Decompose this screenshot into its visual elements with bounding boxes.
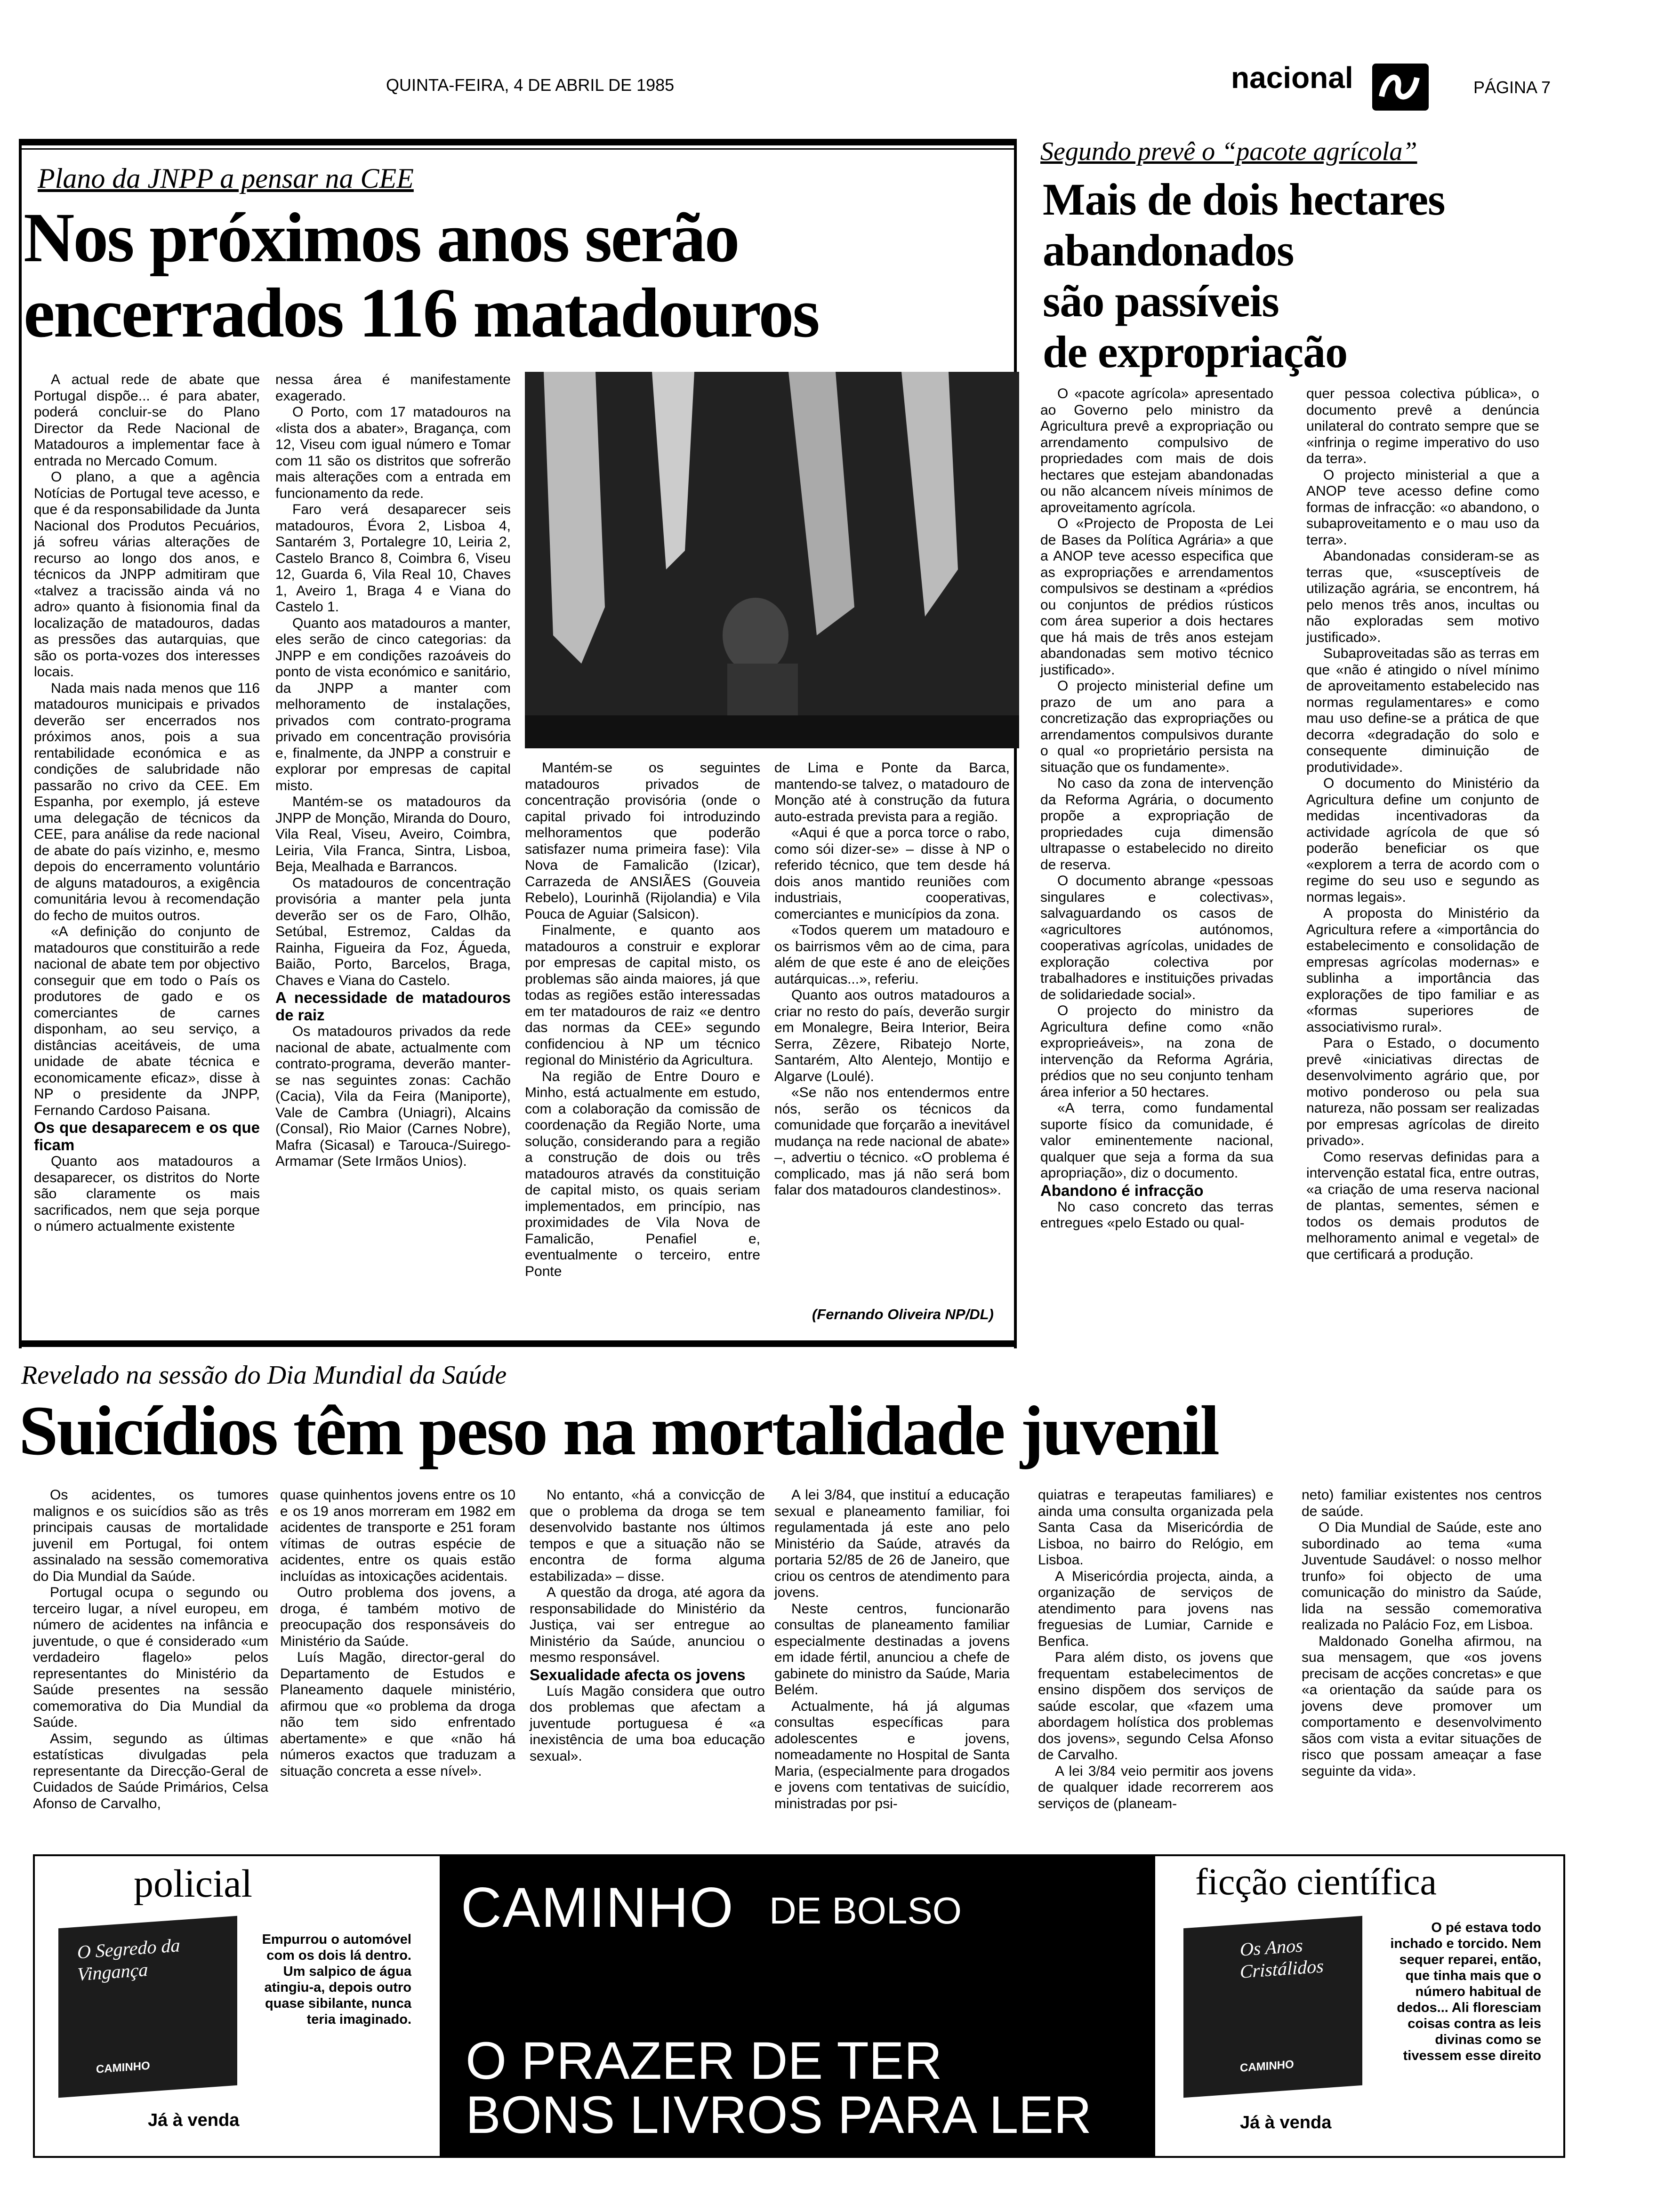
paragraph: Luís Magão, director-geral do Departamento de Estudos e Planeamento daquele ministério, afirmou que «o problema da droga não tem sido enfrentado abertamente» e que «não há números exactos que traduzam a situação concreta a esse nível». — [280, 1650, 515, 1779]
paragraph: Finalmente, e quanto aos matadouros a construir e explorar por empresas de capital misto, os problemas são ainda maiores, já que todas as regiões estão interessadas em ter matadouros de raiz «e dentro das normas da CEE» segundo confidenciou à NP um técnico regional do Ministério da Agricultura. — [525, 922, 760, 1068]
article3-column-4 — [774, 1487, 1010, 1812]
paragraph: Para o Estado, o documento prevê «iniciativas directas de desenvolvimento agrário que, por motivo ponderoso ou pela sua natureza, não possam ser realizadas por empresas agrícolas de direito privado». — [1306, 1035, 1539, 1148]
paragraph: O projecto ministerial a que a ANOP teve acesso define como formas de infracção: «o abandono, o subaproveitamento e o mau uso da terra». — [1306, 467, 1539, 548]
paragraph: A Misericórdia projecta, ainda, a organização de serviços de atendimento para jovens nas freguesias de Lumiar, Carnide e Benfica. — [1038, 1568, 1273, 1649]
article1-headline-line1: Nos próximos anos serão — [24, 199, 739, 277]
paragraph: Quanto aos matadouros a manter, eles serão de cinco categorias: da JNPP e em condições razoáveis do ponto de vista económico e sanitário, da JNPP a manter com melhoramento de instalações, privados com contrato-programa privado em concentração provisória e, finalmente, da JNPP a construir e explorar por empresas de capital misto. — [275, 615, 511, 793]
headline-line: são passíveis — [1043, 276, 1279, 326]
paragraph: Quanto aos outros matadouros a criar no resto do país, deverão surgir em Monalegre, Beira Interior, Beira Serra, Zêzere, Ribatejo Norte, Santarém, Alto Alentejo, Montijo e Algarve (Loulé). — [774, 987, 1010, 1084]
article1-left-rule — [19, 139, 22, 1348]
ad-slogan-line2: BONS LIVROS PARA LER — [466, 2085, 1092, 2144]
subheading: Abandono é infracção — [1040, 1181, 1204, 1199]
article1-column-3 — [525, 760, 760, 1280]
headline-line: abandonados — [1043, 225, 1294, 275]
subheading: A necessidade de matadouros de raiz — [275, 989, 511, 1024]
ad-right-cta: Já à venda — [1240, 2113, 1332, 2132]
paragraph: neto) familiar existentes nos centros de saúde. — [1302, 1487, 1542, 1519]
paragraph: A actual rede de abate que Portugal dispõe... é para abater, poderá concluir-se do Plano Director da Rede Nacional de Matadouros a implementar face à entrada no Mercado Comum. — [34, 372, 260, 469]
ad-center-panel — [440, 1856, 1155, 2156]
paragraph: Quanto aos matadouros a desaparecer, os distritos do Norte são claramente os mais sacrificados, nem que seja porque o número actualmente existente — [34, 1154, 260, 1234]
ad-left-cta: Já à venda — [148, 2110, 240, 2130]
paragraph: Como reservas definidas para a intervenção estatal fica, entre outras, «a criação de uma reserva nacional de plantas, sementes, sémen e todos os demais produtos de melhoramento animal e vegetal» de que certificará a produção. — [1306, 1149, 1539, 1262]
ad-slogan-line1: O PRAZER DE TER — [466, 2031, 942, 2090]
ad-right-book-cover — [1183, 1916, 1362, 2098]
article1-column-1 — [34, 372, 260, 1235]
article1-top-rule — [19, 139, 1017, 145]
paragraph: O documento abrange «pessoas singulares e colectivas», salvaguardando os casos de «agricultores autónomos, cooperativas agrícolas, unidades de exploração colectiva por trabalhadores e instituições privadas de solidariedade social». — [1040, 873, 1273, 1002]
headline-line: de expropriação — [1043, 327, 1348, 377]
paragraph: Nada mais nada menos que 116 matadouros municipais e privados deverão ser encerrados nos próximos anos, pois a sua rentabilidade económica e as condições de salubridade não passarão no crivo da CEE. Em Espanha, por exemplo, já esteve uma delegação de técnicos da CEE, para análise da rede nacional de abate do país vizinho, e, mesmo depois do encerramento voluntário de alguns matadouros, a exigência comunitária levou à recomendação do fecho de muitos outros. — [34, 680, 260, 923]
paragraph: No caso concreto das terras entregues «pelo Estado ou qual- — [1040, 1199, 1273, 1231]
subheading: Sexualidade afecta os jovens — [530, 1666, 746, 1683]
paragraph: O projecto do ministro da Agricultura define como «não exproprieáveis», na zona de intervenção da Reforma Agrária, prédios que no seu conjunto tenham área inferior a 50 hectares. — [1040, 1003, 1273, 1100]
paragraph: Actualmente, há já algumas consultas específicas para adolescentes e jovens, nomeadamente no Hospital de Santa Maria, (especialmente para drogados e jovens com tentativas de suicídio, ministradas por psi- — [774, 1698, 1010, 1811]
paragraph: Os matadouros privados da rede nacional de abate, actualmente com contrato-programa, deverão manter-se nas seguintes zonas: Cachão (Cacia), Vila da Feira (Maniporte), Vale de Cambra (Uniagri), Alcains (Consal), Rio Maior (Carnes Nobre), Mafra (Sicasal) e Tarouca-/Suirego-Armamar (Sete Irmãos Unios). — [275, 1024, 511, 1169]
article1-column-2 — [275, 372, 511, 1170]
article1-bottom-rule — [19, 1340, 1017, 1347]
paragraph: O projecto ministerial define um prazo de um ano para a concretização das expropriações ou arrendamentos compulsivos durante o qual «o proprietário persista na situação que os fundamente». — [1040, 678, 1273, 775]
paragraph: Os acidentes, os tumores malignos e os suicídios são as três principais causas de mortalidade juvenil em Portugal, foi ontem assinalado na sessão comemorativa do Dia Mundial da Saúde. — [33, 1487, 268, 1584]
ad-left-title: policial — [134, 1862, 252, 1906]
article1-photo — [525, 372, 1019, 748]
paragraph: A lei 3/84 veio permitir aos jovens de qualquer idade recorrerem aos serviços de (planeam- — [1038, 1763, 1273, 1811]
paragraph: Os matadouros de concentração provisória a manter pela junta deverão ser os de Faro, Olhão, Setúbal, Estremoz, Caldas da Rainha, Figueira da Foz, Águeda, Baião, Porto, Barcelos, Braga, Chaves e Viana do Castelo. — [275, 875, 511, 988]
paragraph: quer pessoa colectiva pública», o documento prevê a denúncia unilateral do contrato sempre que se «infrinja o regime imperativo do uso da terra». — [1306, 386, 1539, 466]
paragraph: «Aqui é que a porca torce o rabo, como sói dizer-se» – disse à NP o referido técnico, que tem desde há dois anos mantido reuniões com industriais, cooperativas, comerciantes e municípios da zona. — [774, 825, 1010, 922]
article2-column-2 — [1306, 386, 1539, 1263]
book-brand: CAMINHO — [96, 2059, 150, 2076]
article1-kicker: Plano da JNPP a pensar na CEE — [38, 163, 414, 194]
paragraph: quiatras e terapeutas familiares) e ainda uma consulta organizada pela Santa Casa da Misericórdia de Lisboa, no bairro do Relógio, em Lisboa. — [1038, 1487, 1273, 1568]
paragraph: O documento do Ministério da Agricultura define um conjunto de medidas incentivadoras da actividade agrícola de que só poderão beneficiar os que «explorem a terra de acordo com o regime do seu uso e segundo as normas legais». — [1306, 776, 1539, 905]
paragraph: Na região de Entre Douro e Minho, está actualmente em estudo, com a colaboração da comissão de coordenação da Região Norte, uma solução, considerando para a região a construção de dois ou três matadouros através da constituição de capital misto, os quais seriam implementados, em princípio, nas proximidades de Vila Nova de Famalicão, Penafiel e, eventualmente o terceiro, entre Ponte — [525, 1068, 760, 1279]
article3-headline: Suicídios têm peso na mortalidade juvenil — [19, 1392, 1218, 1470]
article3-column-3 — [530, 1487, 765, 1764]
paragraph: O «Projecto de Proposta de Lei de Bases da Política Agrária» a que a ANOP teve acesso especifica que as expropriações e arrendamentos compulsivos se destinam a «prédios ou conjuntos de prédios rústicos com área superior a dois hectares que há mais de três anos estejam abandonadas sem motivo técnico justificado». — [1040, 516, 1273, 678]
subheading: Os que desaparecem e os que ficam — [34, 1119, 260, 1154]
paragraph: quase quinhentos jovens entre os 10 e os 19 anos morreram em 1982 em acidentes de transporte e 251 foram vítimas de outras espécie de acidentes, entre os quais estão incluídas as intoxicações acidentais. — [280, 1487, 515, 1584]
paragraph: Para além disto, os jovens que frequentam estabelecimentos de ensino dispõem dos serviços de saúde escolar, que «fazem uma abordagem holística dos problemas dos jovens», segundo Celsa Afonso de Carvalho. — [1038, 1650, 1273, 1763]
paragraph: Maldonado Gonelha afirmou, na sua mensagem, que «os jovens precisam de acções concretas» e que «a orientação da saúde para os jovens deve promover um comportamento e desenvolvimento sãos com vista a evitar situações de risco que possam ameaçar a fase seguinte da vida». — [1302, 1633, 1542, 1779]
paragraph: «A terra, como fundamental suporte físico da comunidade, é valor eminentemente nacional, qualquer que seja a forma da sua apropriação», diz o documento. — [1040, 1100, 1273, 1181]
paragraph: de Lima e Ponte da Barca, mantendo-se talvez, o matadouro de Monção até à construção da futura auto-estrada prevista para a região. — [774, 760, 1010, 825]
ad-right-title: ficção científica — [1195, 1861, 1437, 1903]
advertisement — [33, 1854, 1565, 2158]
ad-right-blurb: O pé estava todo inchado e torcido. Nem sequer reparei, então, que tinha mais que o número habitual de dedos... Ali floresciam coisas contra as leis divinas como se tivessem esse direito — [1390, 1920, 1541, 2063]
paragraph: A lei 3/84, que instituí a educação sexual e planeamento familiar, foi regulamentada já este ano pelo Ministério da Saúde, através da portaria 52/85 de 26 de Janeiro, que criou os centros de atendimento para jovens. — [774, 1487, 1010, 1600]
ad-brand-sub: DE BOLSO — [769, 1890, 962, 1931]
ad-brand: CAMINHO — [461, 1876, 734, 1939]
article3-column-6 — [1302, 1487, 1542, 1779]
article1-byline: (Fernando Oliveira NP/DL) — [812, 1306, 994, 1322]
paragraph: O «pacote agrícola» apresentado ao Governo pelo ministro da Agricultura prevê a expropriação ou arrendamento compulsivo de propriedades com mais de dois hectares que estejam abandonadas ou não alcancem níveis mínimos de aproveitamento agrícola. — [1040, 386, 1273, 515]
article2-kicker: Segundo prevê o “pacote agrícola” — [1040, 137, 1417, 166]
article3-kicker: Revelado na sessão do Dia Mundial da Saúde — [21, 1361, 507, 1390]
article2-headline — [1043, 174, 1445, 377]
paragraph: A questão da droga, até agora da responsabilidade do Ministério da Justiça, vai ser entregue ao Ministério da Saúde, anunciou o mesmo responsável. — [530, 1585, 765, 1665]
paragraph: Abandonadas consideram-se as terras que, «susceptíveis de utilização agrária, se encontrem, há pelo menos três anos, incultas ou não exploradas sem motivo justificado». — [1306, 548, 1539, 645]
section-name: nacional — [1231, 61, 1353, 95]
paragraph: «Se não nos entendermos entre nós, serão os técnicos da comunidade que forçarão a inevitável mudança na rede nacional de abate» –, advertiu o técnico. «O problema é complicado, mas já não será bom falar dos matadouros clandestinos». — [774, 1085, 1010, 1198]
section-logo-icon — [1372, 64, 1429, 111]
paragraph: Luís Magão considera que outro dos problemas que afectam a juventude portuguesa é «a inexistência de uma boa educação sexual». — [530, 1683, 765, 1764]
ad-left-book-cover — [58, 1916, 237, 2098]
ad-left-blurb: Empurrou o automóvel com os dois lá dentro. Um salpico de água atingiu-a, depois outro quase sibilante, nunca teria imaginado. — [262, 1932, 411, 2027]
paragraph: O plano, a que a agência Notícias de Portugal teve acesso, e que é da responsabilidade da Junta Nacional dos Produtos Pecuários, já sofreu várias alterações de recurso ao longo dos anos, e técnicos da JNPP admitiram que «talvez a tracissão ainda vá no adro» quanto à fisionomia final da localização de matadouros, dadas as pressões das autarquias, que são os porta-vozes dos interesses locais. — [34, 469, 260, 680]
paragraph: Outro problema dos jovens, a droga, é também motivo de preocupação dos responsáveis do Ministério da Saúde. — [280, 1585, 515, 1649]
paragraph: Neste centros, funcionarão consultas de planeamento familiar especialmente destinadas a jovens em idade fértil, anunciou a chefe de gabinete do ministro da Saúde, Maria Belém. — [774, 1601, 1010, 1698]
page-number: PÁGINA 7 — [1473, 78, 1551, 97]
paragraph: Mantém-se os matadouros da JNPP de Monção, Miranda do Douro, Vila Real, Viseu, Aveiro, Coimbra, Leiria, Vila Franca, Sintra, Lisboa, Beja, Mealhada e Barrancos. — [275, 794, 511, 874]
paragraph: Assim, segundo as últimas estatísticas divulgadas pela representante da Direcção-Geral de Cuidados de Saúde Primários, Celsa Afonso de Carvalho, — [33, 1731, 268, 1811]
page-date: QUINTA-FEIRA, 4 DE ABRIL DE 1985 — [386, 75, 675, 95]
paragraph: A proposta do Ministério da Agricultura refere a «importância do estabelecimento e consolidação de empresas agrícolas modernas» e sublinha a importância das explorações de tipo familiar e as «formas superiores de associativismo rural». — [1306, 906, 1539, 1035]
book-title: Os Anos Cristálidos — [1240, 1934, 1324, 1982]
paragraph: Mantém-se os seguintes matadouros privados de concentração provisória (onde o capital privado foi introduzindo melhoramentos que poderão satisfazer numa primeira fase): Vila Nova de Famalicão (Izicar), Carrazeda de ANSIÃES (Gouveia Rebelo), Lourinhã (Rijolandia) e Vila Pouca de Aguiar (Salsicon). — [525, 760, 760, 922]
article3-column-1 — [33, 1487, 268, 1812]
article1-headline-line2: encerrados 116 matadouros — [24, 274, 819, 352]
paragraph: nessa área é manifestamente exagerado. — [275, 372, 511, 404]
headline-line: Mais de dois hectares — [1043, 174, 1445, 224]
book-title: O Segredo da Vingança — [77, 1934, 180, 1985]
paragraph: Portugal ocupa o segundo ou terceiro lugar, a nível europeu, em número de acidentes na infância e juventude, o que é considerado «um verdadeiro flagelo» pelos representantes do Ministério da Saúde presentes na sessão comemorativa do Dia Mundial da Saúde. — [33, 1585, 268, 1730]
article3-column-2 — [280, 1487, 515, 1779]
article2-column-1 — [1040, 386, 1273, 1232]
article3-column-5 — [1038, 1487, 1273, 1812]
paragraph: No entanto, «há a convicção de que o problema da droga se tem desenvolvido bastante nos últimos tempos e que a situação não se encontra de forma alguma estabilizada» – disse. — [530, 1487, 765, 1584]
paragraph: «Todos querem um matadouro e os bairrismos vêm ao de cima, para além de que este é ano de eleições autárquicas...», referiu. — [774, 922, 1010, 987]
paragraph: No caso da zona de intervenção da Reforma Agrária, o documento propõe a expropriação de propriedades cuja dimensão ultrapasse o estabelecido no direito de reserva. — [1040, 776, 1273, 873]
paragraph: O Dia Mundial de Saúde, este ano subordinado ao tema «uma Juventude Saudável: o nosso melhor trunfo» foi objecto de uma comunicação do ministro da Saúde, lida na sessão comemorativa realizada no Palácio Foz, em Lisboa. — [1302, 1520, 1542, 1633]
book-brand: CAMINHO — [1240, 2058, 1294, 2075]
paragraph: Faro verá desaparecer seis matadouros, Évora 2, Lisboa 4, Santarém 3, Portalegre 10, Leiria 2, Castelo Branco 8, Coimbra 6, Viseu 12, Guarda 6, Vila Real 10, Chaves 1, Aveiro 1, Braga 4 e Viana do Castelo 1. — [275, 502, 511, 615]
paragraph: O Porto, com 17 matadouros na «lista dos a abater», Bragança, com 12, Viseu com igual número e Tomar com 11 são os distritos que sofrerão mais alterações com a entrada em funcionamento da rede. — [275, 404, 511, 501]
paragraph: Subaproveitadas são as terras em que «não é atingido o nível mínimo de aproveitamento estabelecido nas normas regulamentares» e como mau uso define-se a prática de que decorra «degradação do solo e consequente diminuição de produtividade». — [1306, 646, 1539, 775]
paragraph: «A definição do conjunto de matadouros que constituirão a rede nacional de abate tem por objectivo conseguir que em todo o País os produtores de gado e os comerciantes de carnes disponham, ao seu serviço, a distâncias aceitáveis, de uma unidade de abate técnica e economicamente eficaz», disse à NP o presidente da JNPP, Fernando Cardoso Paisana. — [34, 924, 260, 1118]
article1-column-4 — [774, 760, 1010, 1199]
